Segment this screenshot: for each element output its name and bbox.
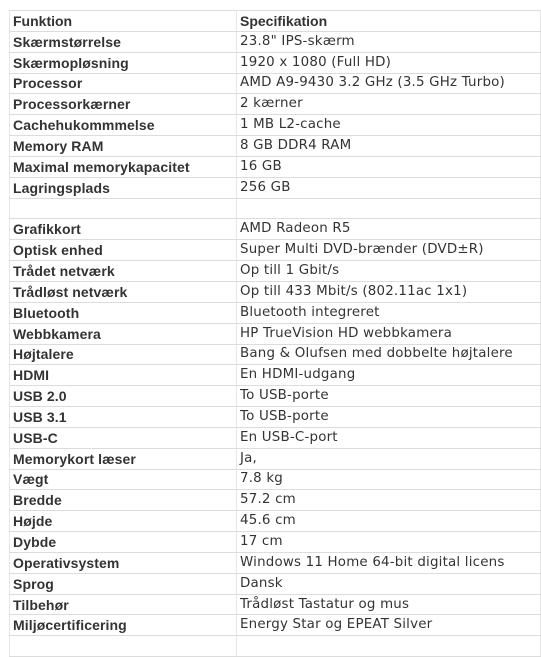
spec-name: USB 3.1 [10, 407, 237, 428]
table-row [10, 636, 541, 657]
spec-value: Super Multi DVD-brænder (DVD±R) [237, 240, 541, 261]
spec-name: Skærmopløsning [10, 52, 237, 73]
spec-name: Optisk enhed [10, 240, 237, 261]
table-row [10, 240, 541, 261]
table-row [10, 594, 541, 615]
spec-name: Cachehukommmelse [10, 115, 237, 136]
table-row [10, 73, 541, 94]
spec-name: Trådløst netværk [10, 281, 237, 302]
table-row [10, 52, 541, 73]
table-row [10, 427, 541, 448]
header-funktion: Funktion [10, 11, 237, 32]
spec-value: En USB-C-port [237, 427, 541, 448]
table-row [10, 31, 541, 52]
table-row [10, 448, 541, 469]
spec-name: Højde [10, 511, 237, 532]
header-specifikation: Specifikation [237, 11, 541, 32]
spec-name: Vægt [10, 469, 237, 490]
spec-name: Webbkamera [10, 323, 237, 344]
spec-name: Bluetooth [10, 302, 237, 323]
spec-value: Ja, [237, 448, 541, 469]
spec-value: 16 GB [237, 156, 541, 177]
table-row [10, 281, 541, 302]
spec-name [10, 198, 237, 219]
table-row [10, 615, 541, 636]
spec-value: Op till 433 Mbit/s (802.11ac 1x1) [237, 281, 541, 302]
spec-name: Tilbehør [10, 594, 237, 615]
spec-name: Sprog [10, 573, 237, 594]
table-row [10, 573, 541, 594]
spec-value [237, 198, 541, 219]
table-row [10, 469, 541, 490]
spec-value: 45.6 cm [237, 511, 541, 532]
spec-value: HP TrueVision HD webbkamera [237, 323, 541, 344]
spec-value: Bluetooth integreret [237, 302, 541, 323]
spec-name: Højtalere [10, 344, 237, 365]
spec-value: To USB-porte [237, 386, 541, 407]
spec-name: Processorkærner [10, 94, 237, 115]
table-row [10, 407, 541, 428]
spec-name: Bredde [10, 490, 237, 511]
spec-value [237, 636, 541, 657]
spec-table [9, 10, 541, 657]
spec-value: 8 GB DDR4 RAM [237, 136, 541, 157]
spec-value: Trådløst Tastatur og mus [237, 594, 541, 615]
spec-name: Maximal memorykapacitet [10, 156, 237, 177]
table-row [10, 344, 541, 365]
table-row [10, 261, 541, 282]
spec-name: Memory RAM [10, 136, 237, 157]
spec-name: Skærmstørrelse [10, 31, 237, 52]
spec-value: AMD A9-9430 3.2 GHz (3.5 GHz Turbo) [237, 73, 541, 94]
spec-name: USB-C [10, 427, 237, 448]
spec-name: Memorykort læser [10, 448, 237, 469]
spec-value: 7.8 kg [237, 469, 541, 490]
spec-body [10, 31, 541, 656]
spec-value: Dansk [237, 573, 541, 594]
table-row [10, 177, 541, 198]
header-row [10, 11, 541, 32]
table-row [10, 386, 541, 407]
spec-name: Dybde [10, 532, 237, 553]
table-row [10, 219, 541, 240]
table-row [10, 532, 541, 553]
table-row [10, 198, 541, 219]
spec-value: Windows 11 Home 64-bit digital licens [237, 552, 541, 573]
spec-value: Op till 1 Gbit/s [237, 261, 541, 282]
spec-value: To USB-porte [237, 407, 541, 428]
spec-name: Miljøcertificering [10, 615, 237, 636]
table-row [10, 115, 541, 136]
table-row [10, 94, 541, 115]
table-row [10, 136, 541, 157]
spec-value: 57.2 cm [237, 490, 541, 511]
table-row [10, 302, 541, 323]
spec-value: Bang & Olufsen med dobbelte højtalere [237, 344, 541, 365]
spec-value: 1920 x 1080 (Full HD) [237, 52, 541, 73]
spec-name [10, 636, 237, 657]
spec-name: Lagringsplads [10, 177, 237, 198]
spec-value: AMD Radeon R5 [237, 219, 541, 240]
spec-name: USB 2.0 [10, 386, 237, 407]
spec-name: Processor [10, 73, 237, 94]
table-row [10, 365, 541, 386]
table-row [10, 323, 541, 344]
spec-value: 1 MB L2-cache [237, 115, 541, 136]
spec-name: Trådet netværk [10, 261, 237, 282]
spec-value: Energy Star og EPEAT Silver [237, 615, 541, 636]
table-row [10, 511, 541, 532]
spec-value: 2 kærner [237, 94, 541, 115]
spec-value: 23.8" IPS-skærm [237, 31, 541, 52]
spec-value: En HDMI-udgang [237, 365, 541, 386]
table-row [10, 552, 541, 573]
table-row [10, 490, 541, 511]
spec-value: 17 cm [237, 532, 541, 553]
spec-name: HDMI [10, 365, 237, 386]
spec-name: Operativsystem [10, 552, 237, 573]
spec-name: Grafikkort [10, 219, 237, 240]
table-row [10, 156, 541, 177]
spec-value: 256 GB [237, 177, 541, 198]
